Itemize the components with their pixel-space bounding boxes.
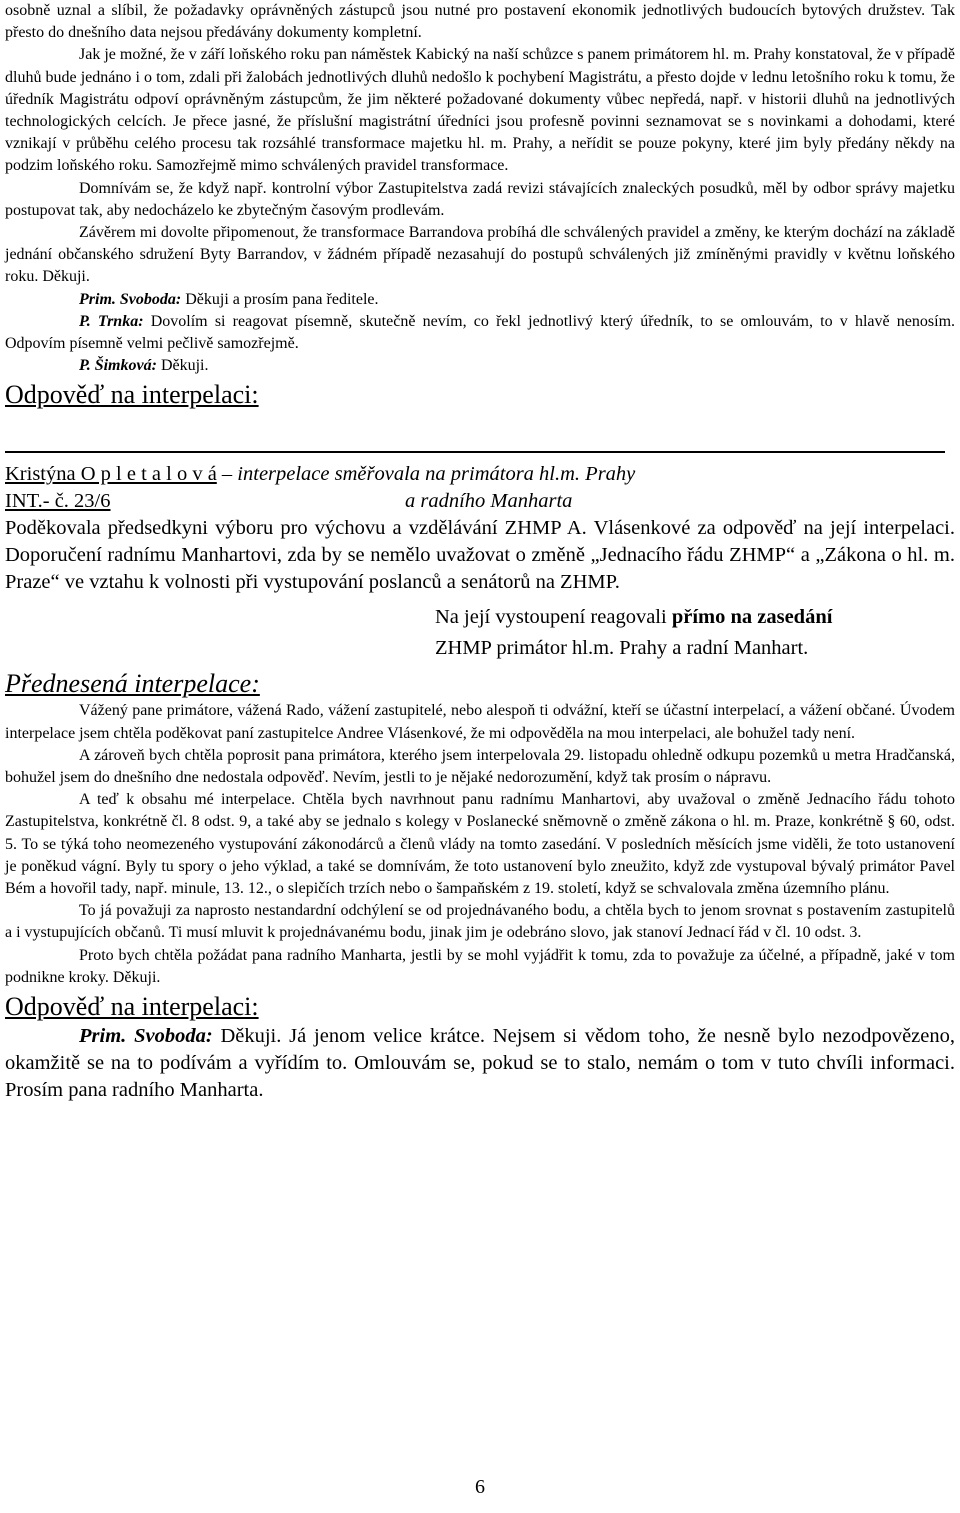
intro-paragraph: Závěrem mi dovolte připomenout, že transformace Barrandova probíhá dle schválených pravidel a změny, ke kterým dochází na základě jednání občanského sdružení Byty Barrandov, v žádném případě nezasahují do postupů schválených již zmíněnými pravidly v květnu loňského roku. Děkuji. (5, 224, 955, 286)
divider-line (5, 451, 945, 453)
presented-paragraph: Proto bych chtěla požádat pana radního Manharta, jestli by se mohl vyjádřit k tomu, zda to považuje za účelné, a případně, jaké v tom podnikne kroky. Děkuji. (5, 946, 955, 986)
dash: – (216, 463, 238, 486)
interpellation-number-line (5, 488, 955, 515)
page-number: 6 (475, 1476, 485, 1498)
intro-paragraph: Jak je možné, že v září loňského roku pan náměstek Kabický na naší schůzce s panem primátorem hl. m. Prahy konstatoval, že v případě dluhů bude jednáno i o tom, zdali při žalobách jednotlivých dluhů nedošlo k pochybení Magistrátu, a přesto dojde v lednu letošního roku k tomu, že úředník Magistrátu odpoví oprávněným zástupcům, že jim některé požadované dokumenty vůbec nepředá, např. v historii dluhů na jednotlivých technologických celcích. Je přece jasné, že příslušní magistrátní úředníci jsou profesně povinni seznamovat se s novinkami a dohodami, které vznikají v průběhu celého procesu tak rozsáhlé transformace majetku hl. m. Prahy, a neřídit se pouze pokyny, které jim byly předány někdy na podzim loňského roku. Samozřejmě mimo schválených pravidel transformace. (5, 46, 955, 175)
heading-presented: Přednesená interpelace: (5, 669, 260, 699)
presented-paragraph: Vážený pane primátore, vážená Rado, vážení zastupitelé, nebo alespoň ti odvážní, kteří se účastní interpelací, a vážení občané. Úvodem interpelace jsem chtěla poděkovat paní zastupitelce Andree Vlásenkové, že mi odpověděla na mou interpelaci, ale bohužel tady není. (5, 702, 955, 742)
presented-paragraph: To já považuji za naprosto nestandardní odchýlení se od projednávaného bodu, a chtěla bych to jenom srovnat s postavením zastupitelů a i vystupujících občanů. Ti musí mluvit k projednávanému bodu, jinak jim je odebráno slovo, jak stanoví Jednací řád v čl. 10 odst. 3. (5, 902, 955, 942)
speaker-line-simkova (5, 355, 955, 377)
intro-paragraph: Domnívám se, že když např. kontrolní výbor Zastupitelstva zadá revizi stávajících znaleckých posudků, měl by odbor správy majetku postupovat tak, aby nedocházelo ke zbytečným časovým prodlevám. (5, 179, 955, 219)
reaction-emphasis: přímo na zasedání (671, 606, 833, 629)
speaker-name: P. Trnka: (79, 312, 144, 330)
reaction-line (5, 604, 955, 631)
speaker-line-svoboda (5, 289, 955, 311)
speaker-name: Prim. Svoboda: (79, 1025, 213, 1048)
intro-paragraph: osobně uznal a slíbil, že požadavky oprávněných zástupců jsou nutné pro postavení ekonomik jednotlivých budoucích bytových družstev. Tak přesto do dnešního data nejsou předávány dokumenty kompletní. (5, 2, 955, 42)
interpellation-summary: Poděkovala předsedkyni výboru pro výchovu a vzdělávání ZHMP A. Vlásenkové za odpověď na její interpelaci. Doporučení radnímu Manhartovi, zda by se nemělo uvažovat o změně „Jednacího řádu ZHMP“ a „Zákona o hl. m. Praze“ ve vztahu k volnosti při vystupování poslanců a senátorů na ZHMP. (5, 517, 955, 594)
interpellation-number: INT.- č. 23/6 (5, 490, 111, 513)
speaker-line-trnka (5, 311, 955, 355)
heading-answer: Odpověď na interpelaci: (5, 992, 259, 1022)
speaker-text: Děkuji a prosím pana ředitele. (181, 290, 379, 308)
presented-paragraph: A teď k obsahu mé interpelace. Chtěla bych navrhnout panu radnímu Manhartovi, aby uvažoval o změně Jednacího řádu tohoto Zastupitelstva, konkrétně čl. 8 odst. 9, a také aby se jednalo s kolegy v Poslanecké sněmovně o změně zákona o hl. m. Praze, konkrétně § 60, odst. 5. To se týká toho neomezeného vystupování zákonodárců a členů vlády na tomto zasedání. V posledních měsících jsme viděli, že toto ustanovení je poněkud vágní. Byly tu spory o jeho výklad, a také se domnívám, že toto ustanovení bylo zneužito, když zde vystupoval bývalý primátor Pavel Bém a hovořil tady, např. minule, 13. 12., o slepičích trzích nebo o šampaňském z 19. století, když se schvalovala změna územního plánu. (5, 791, 955, 898)
speaker-text: Děkuji. (156, 357, 209, 375)
reaction-text: Na její vystoupení reagovali (435, 606, 672, 629)
addressee-second: a radního Manharta (405, 490, 573, 513)
author-name: Kristýna O p l e t a l o v á (5, 463, 217, 486)
heading-answer: Odpověď na interpelaci: (5, 380, 259, 410)
speaker-text: Děkuji. Já jenom velice krátce. Nejsem si vědom toho, že nesně bylo nezodpovězeno, okamžitě se na to podívám a vyřídím to. Omlouvám se, pokud se to stalo, nemám o tom v tuto chvíli informaci. Prosím pana radního Manharta. (5, 1025, 956, 1102)
spacer (5, 411, 955, 451)
addressee: interpelace směřovala na primátora hl.m. Prahy (237, 463, 636, 486)
speaker-line-svoboda (5, 1023, 955, 1104)
presented-paragraph: A zároveň bych chtěla poprosit pana primátora, kterého jsem interpelovala 29. listopadu ohledně odkupu pozemků u metra Hradčanská, bohužel jsem do dnešního dne nedostala odpověď. Nevím, jestli to je nějaké nedorozumění, když tak prosím o nápravu. (5, 746, 955, 787)
reaction-line-2: ZHMP primátor hl.m. Prahy a radní Manhart. (435, 637, 809, 660)
speaker-text: Dovolím si reagovat písemně, skutečně nevím, co řekl jednotlivý který úředník, to se omlouvám, to v hlavě nenosím. Odpovím písemně velmi pečlivě samozřejmě. (5, 312, 956, 353)
interpellation-header (5, 461, 955, 488)
speaker-name: P. Šimková: (79, 357, 157, 375)
speaker-name: Prim. Svoboda: (79, 290, 182, 308)
document-page (5, 0, 955, 1104)
